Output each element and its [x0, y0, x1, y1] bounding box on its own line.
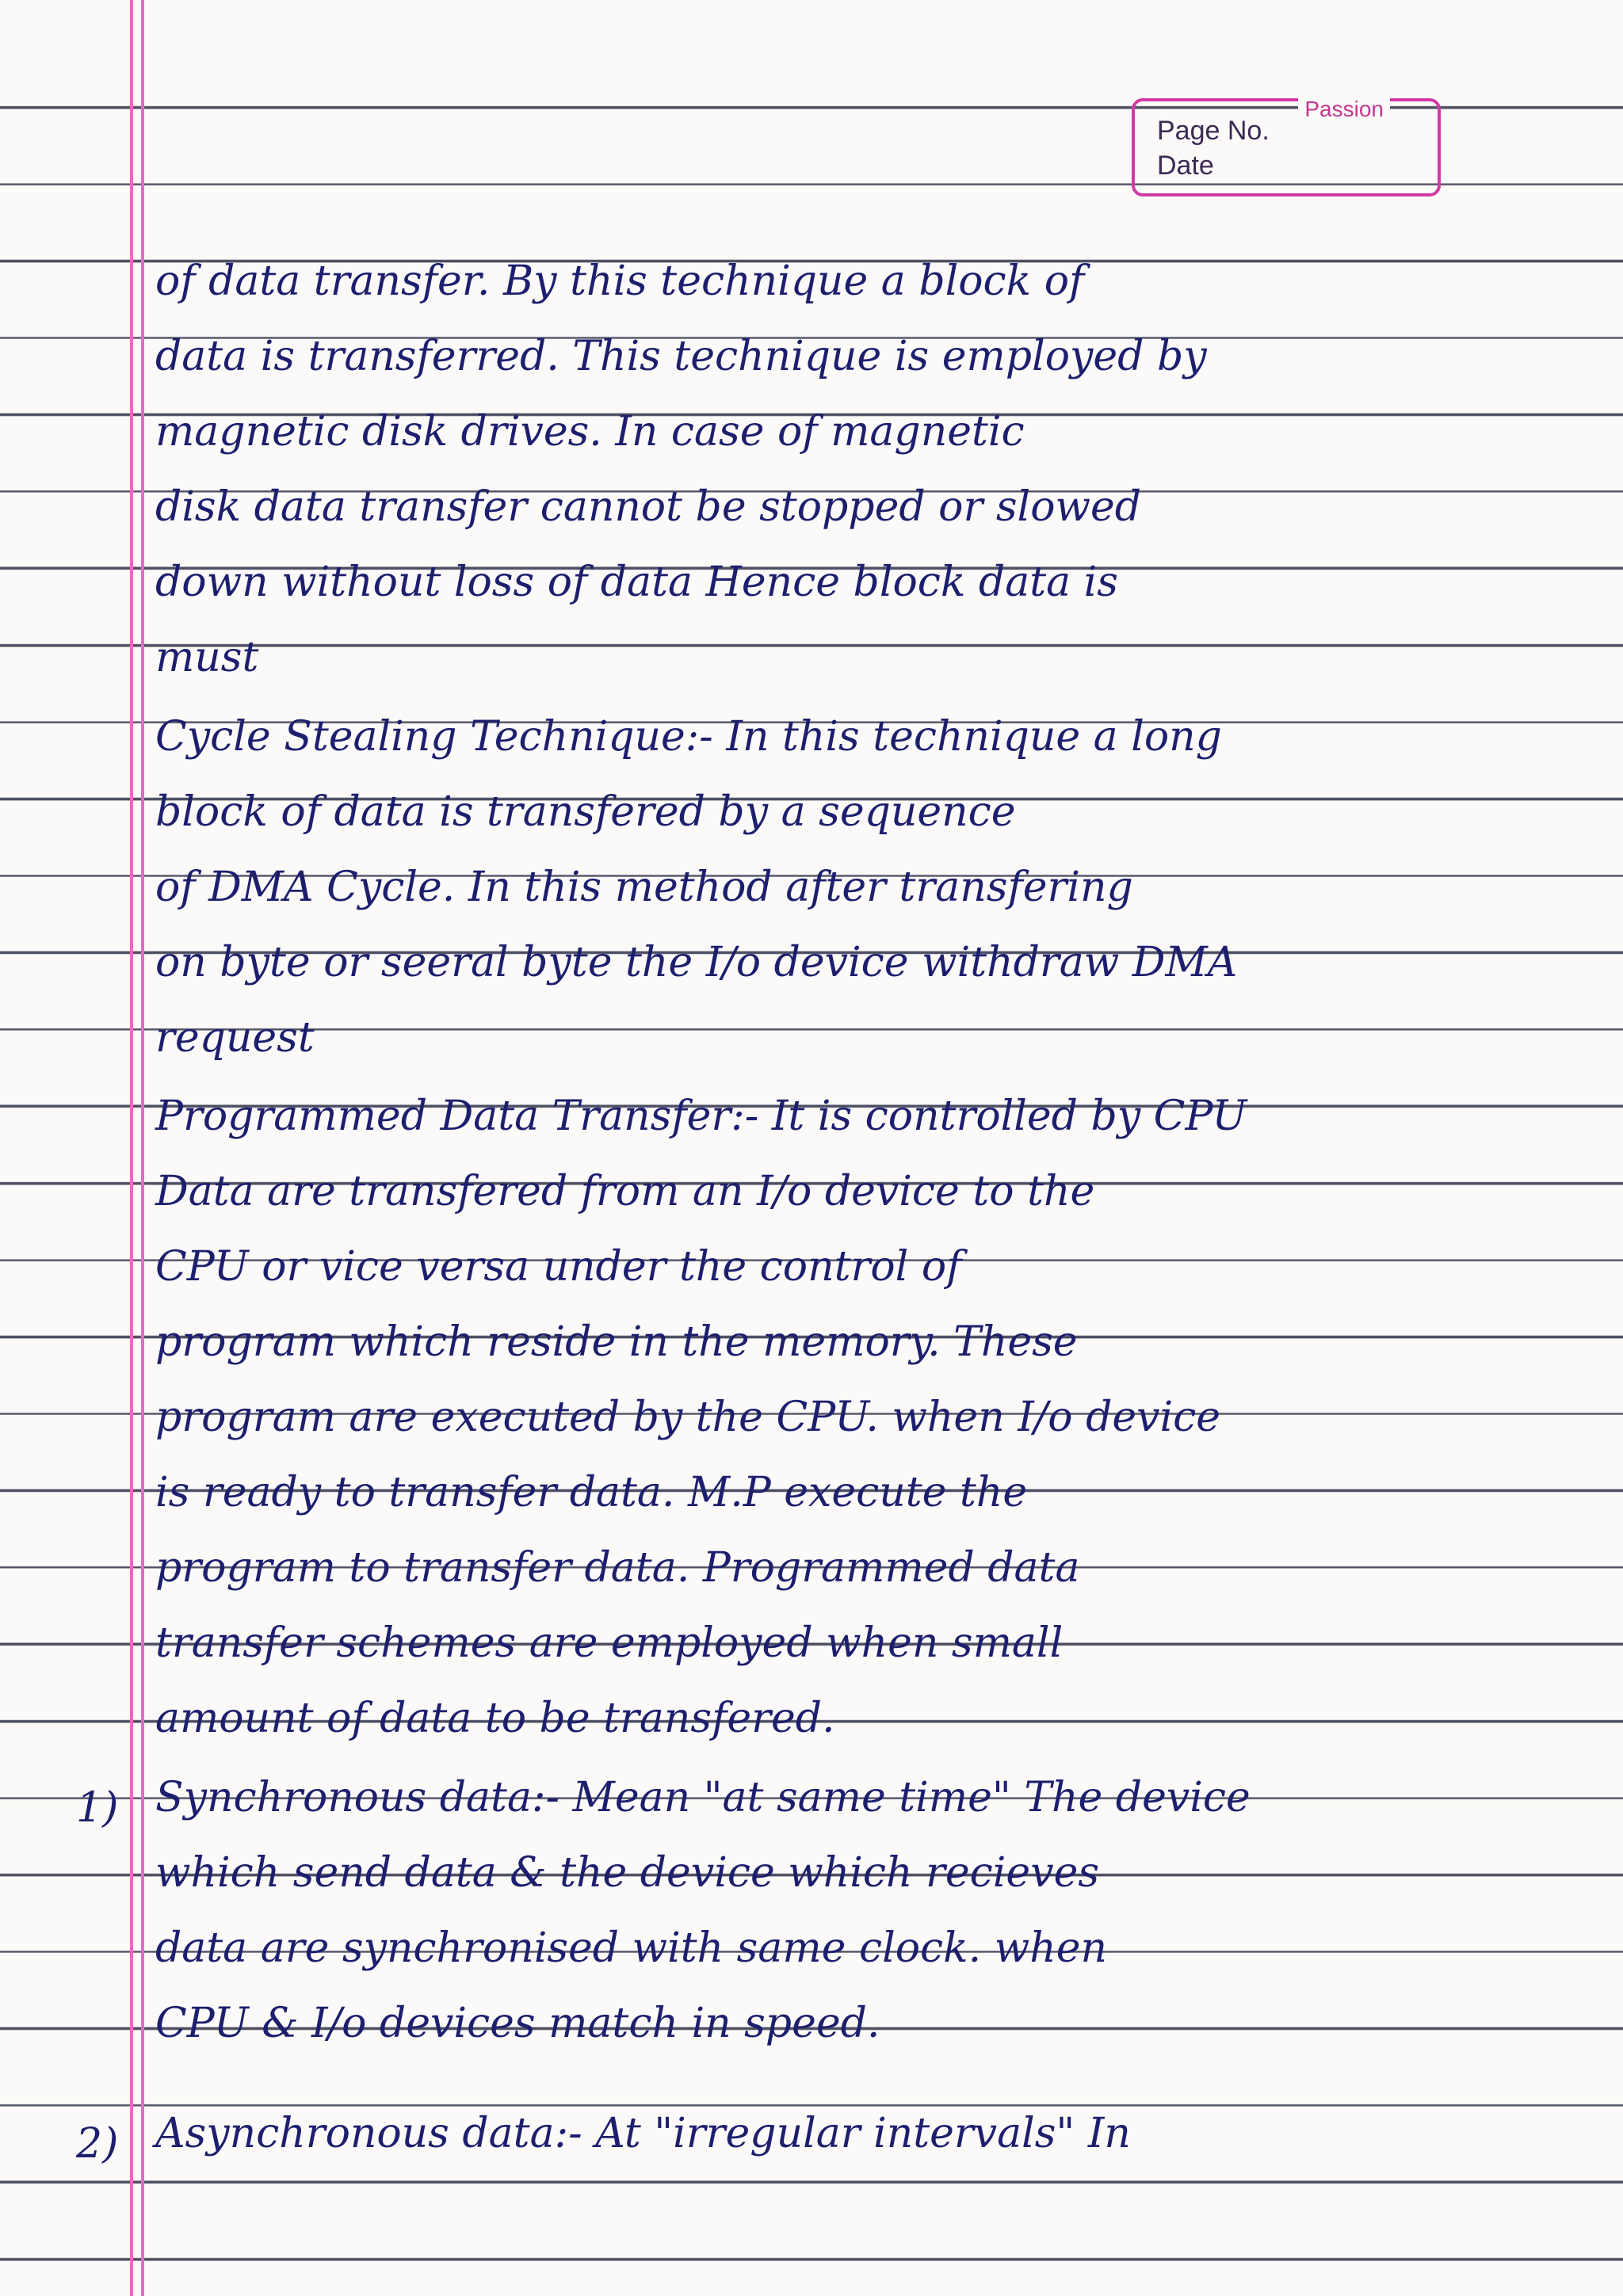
margin-line-right [141, 0, 144, 2296]
text-line: Data are transfered from an I/o device to the [155, 1168, 1095, 1215]
text-line: magnetic disk drives. In case of magnetic [155, 408, 1025, 456]
text-line: which send data & the device which recieves [155, 1849, 1100, 1897]
text-line: program to transfer data. Programmed data [155, 1544, 1080, 1592]
margin-line-left [130, 0, 133, 2296]
text-line: program are executed by the CPU. when I/o device [155, 1394, 1221, 1441]
text-line: on byte or seeral byte the I/o device withdraw DMA [155, 939, 1238, 986]
paragraph-cycle-stealing [155, 693, 1518, 1070]
text-line: program which reside in the memory. These [155, 1318, 1078, 1366]
text-line: data are synchronised with same clock. when [155, 1924, 1107, 1972]
text-line: CPU & I/o devices match in speed. [155, 2000, 880, 2047]
text-line: request [155, 1014, 315, 1062]
text-line: Cycle Stealing Technique:- In this technique a long [155, 713, 1222, 761]
text-line: block of data is transfered by a sequence [155, 788, 1016, 836]
text-line: amount of data to be transfered. [155, 1695, 835, 1742]
text-line: disk data transfer cannot be stopped or slowed [155, 483, 1142, 531]
text-line: down without loss of data Hence block data is [155, 559, 1118, 606]
stamp-brand: Passion [1298, 97, 1390, 122]
date-label: Date [1157, 151, 1214, 181]
paragraph-asynchronous [155, 2090, 1518, 2165]
paragraph-synchronous [155, 1754, 1518, 2055]
text-line: Synchronous data:- Mean "at same time" The device [155, 1774, 1251, 1821]
list-number-2: 2) [76, 2120, 119, 2168]
text-line: must [155, 634, 259, 681]
paragraph-programmed-transfer [155, 1073, 1518, 1750]
text-line: is ready to transfer data. M.P execute the [155, 1469, 1028, 1516]
text-line: Asynchronous data:- At "irregular intervals" In [155, 2110, 1131, 2157]
text-line: of data transfer. By this technique a block of [155, 257, 1085, 305]
text-line: data is transferred. This technique is employed by [155, 333, 1207, 380]
page-no-label: Page No. [1157, 116, 1270, 146]
page-no-date-stamp [1132, 98, 1441, 196]
text-line: of DMA Cycle. In this method after transfering [155, 864, 1133, 911]
text-line: transfer schemes are employed when small [155, 1619, 1064, 1667]
paragraph-block-transfer [155, 238, 1518, 689]
list-number-1: 1) [76, 1784, 119, 1832]
text-line: CPU or vice versa under the control of [155, 1243, 962, 1291]
text-line: Programmed Data Transfer:- It is controlled by CPU [155, 1093, 1247, 1140]
